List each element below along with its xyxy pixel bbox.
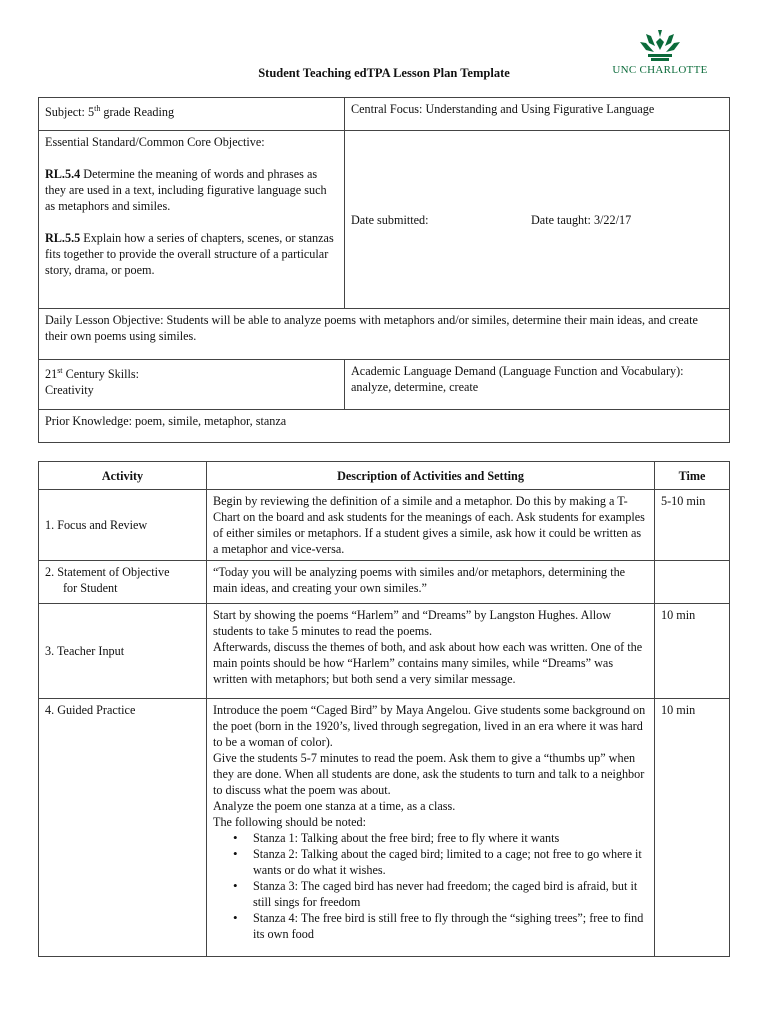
standard-rl55: RL.5.5 Explain how a series of chapters, scenes, or stanzas fits together to provide the overall structure of a particular story, drama, or poem.: [45, 231, 334, 277]
list-item: • Stanza 1: Talking about the free bird; free to fly where it wants: [253, 830, 648, 846]
table-row: [39, 490, 730, 561]
description-cell: Introduce the poem “Caged Bird” by Maya Angelou. Give students some background on the poet (born in the 1920’s, lived through segregation, lived in an era where it was hard to be a woman of color). Give the students 5-7 minutes to read the poem. Ask them to give a “thumbs up” when they are done. When all students are done, ask the students to turn and talk to a neighbor to discuss what the poem was about. Analyze the poem one stanza at a time, as a class. The following should be noted: • Stanza 1: Talking about the free bird; free to fly where it wants • Stanza 2: Talking about the caged bird; limited to a cage; not free to go where it wants or do what it wishes. • Stanza 3: The caged bird has never had freedom; the caged bird is afraid, but it still sings for freedom • Stanza 4: The free bird is still free to fly through the “sighing trees”; free to find its own food: [207, 699, 655, 957]
header-time: Time: [655, 462, 730, 490]
lesson-info-table: [38, 97, 730, 443]
time-cell: 10 min: [655, 699, 730, 957]
activity-cell: 4. Guided Practice: [39, 699, 207, 957]
description-cell: Start by showing the poems “Harlem” and “Dreams” by Langston Hughes. Allow students to take 5 minutes to read the poems. Afterwards, discuss the themes of both, and ask about how each was written. One of the main points should be how “Harlem” contains many similes, while “Dreams” was written with metaphors; but both send a very similar message.: [207, 604, 655, 699]
standard-rl54: RL.5.4 Determine the meaning of words and phrases as they are used in a text, including figurative language such as metaphors and similes.: [45, 167, 327, 213]
description-cell: “Today you will be analyzing poems with similes and/or metaphors, determining the main ideas, and creating your own similes.”: [207, 561, 655, 604]
date-submitted-label: Date submitted:: [351, 212, 429, 227]
activity-cell: 2. Statement of Objective for Student: [39, 561, 207, 604]
prior-knowledge-cell: Prior Knowledge: poem, simile, metaphor, stanza: [39, 410, 730, 443]
century-skills-value: Creativity: [45, 383, 94, 398]
time-cell: [655, 561, 730, 604]
page-title: Student Teaching edTPA Lesson Plan Template: [258, 66, 510, 80]
time-cell: 5-10 min: [655, 490, 730, 561]
stanza-list: [213, 830, 648, 942]
century-skills-cell: 21st Century Skills: Creativity: [39, 360, 345, 410]
essential-standard-cell: [39, 131, 345, 309]
date-taught: Date taught: 3/22/17: [531, 212, 632, 227]
daily-objective-cell: Daily Lesson Objective: Students will be able to analyze poems with metaphors and/or similes, determine their main ideas, and create their own poems using similes.: [39, 309, 730, 360]
list-item: • Stanza 3: The caged bird has never had freedom; the caged bird is afraid, but it still sings for freedom: [253, 878, 648, 910]
activity-cell: 1. Focus and Review: [39, 490, 207, 561]
essential-standard-label: Essential Standard/Common Core Objective:: [45, 135, 265, 149]
table-row: [39, 699, 730, 957]
header-description: Description of Activities and Setting: [207, 462, 655, 490]
time-cell: 10 min: [655, 604, 730, 699]
academic-language-cell: Academic Language Demand (Language Function and Vocabulary): analyze, determine, create: [345, 360, 730, 410]
central-focus-cell: Central Focus: Understanding and Using Figurative Language: [345, 98, 730, 131]
list-item: • Stanza 4: The free bird is still free to fly through the “sighing trees”; free to find its own food: [253, 910, 648, 942]
subject-cell: Subject: 5th grade Reading: [39, 98, 345, 131]
activity-cell: 3. Teacher Input: [39, 604, 207, 699]
header-activity: Activity: [39, 462, 207, 490]
logo-wordmark: UNC CHARLOTTE: [612, 64, 708, 76]
table-row: [39, 604, 730, 699]
activities-table: [38, 461, 730, 957]
table-row: [39, 561, 730, 604]
list-item: • Stanza 2: Talking about the caged bird; limited to a cage; not free to go where it wants or do what it wishes.: [253, 846, 648, 878]
crown-icon: [638, 28, 682, 62]
description-cell: Begin by reviewing the definition of a simile and a metaphor. Do this by making a T-Chart on the board and ask students for the meanings of each. Ask students for examples of either similes or metaphors. If a student gives a simile, ask how it could be written as a metaphor and vice-versa.: [207, 490, 655, 561]
dates-cell: [345, 131, 730, 309]
